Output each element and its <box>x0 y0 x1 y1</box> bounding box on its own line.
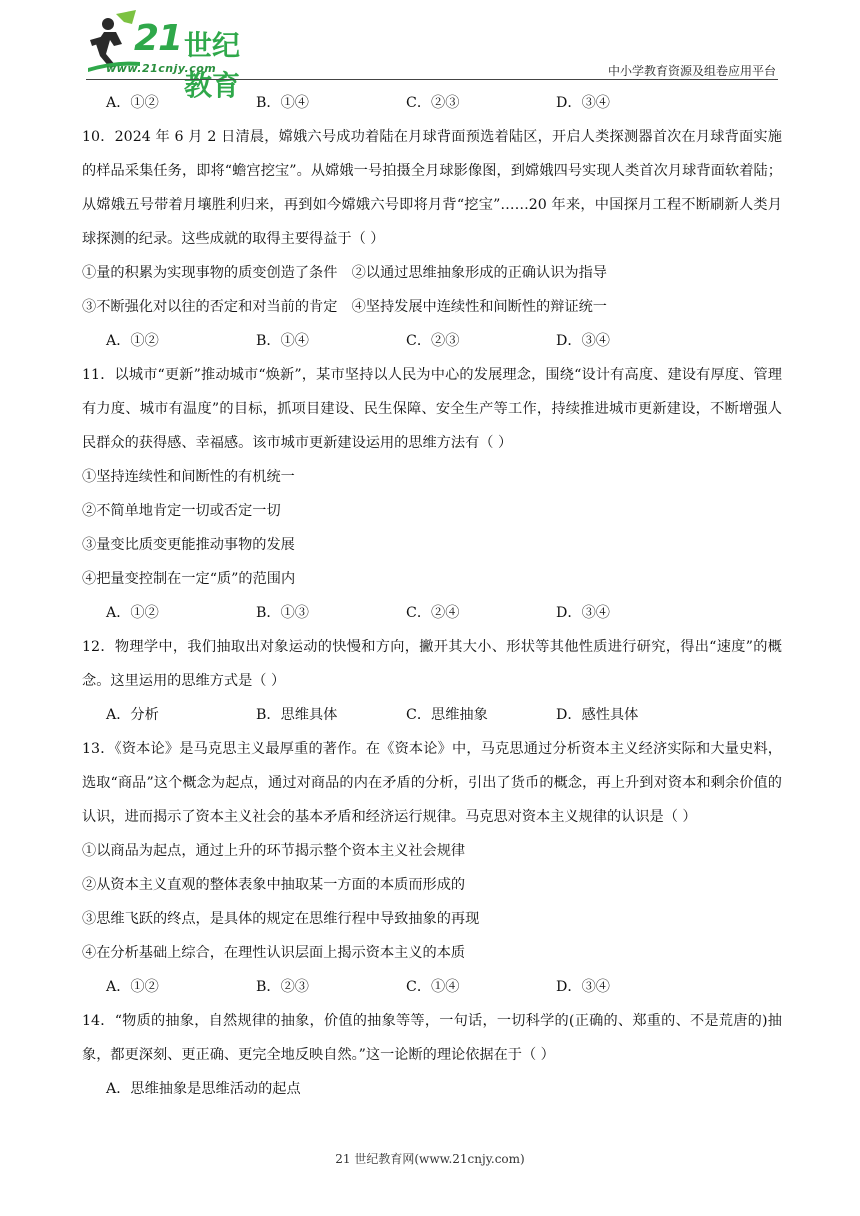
option-d: D．③④ <box>556 333 610 349</box>
option-b: B．②③ <box>256 979 309 995</box>
question-13-statement: ④在分析基础上综合，在理性认识层面上揭示资本主义的本质 <box>82 945 466 961</box>
option-b: B．①④ <box>256 95 309 111</box>
document-body <box>82 86 782 1106</box>
option-d: D．感性具体 <box>556 707 639 723</box>
page-header <box>0 0 860 102</box>
question-11-statement: ②不简单地肯定一切或否定一切 <box>82 503 281 519</box>
option-d: D．③④ <box>556 95 610 111</box>
question-11-statement: ①坚持连续性和间断性的有机统一 <box>82 469 295 485</box>
question-12-options <box>82 698 782 732</box>
question-13-statement: ②从资本主义直观的整体表象中抽取某一方面的本质而形成的 <box>82 877 466 893</box>
question-11-statement: ④把量变控制在一定“质”的范围内 <box>82 571 296 587</box>
question-14-option-a: A．思维抽象是思维活动的起点 <box>106 1081 301 1097</box>
logo-url: www.21cnjy.com <box>106 62 217 75</box>
prev-question-options <box>82 86 782 120</box>
question-11-stem: 11．以城市“更新”推动城市“焕新”，某市坚持以人民为中心的发展理念，围绕“设计有高度、建设有厚度、管理有力度、城市有温度”的目标，抓项目建设、民生保障、安全生产等工作，持续推进城市更新建设，不断增强人民群众的获得感、幸福感。该市城市更新建设运用的思维方法有（ ） <box>82 367 782 451</box>
question-11-statement: ③量变比质变更能推动事物的发展 <box>82 537 295 553</box>
platform-name: 中小学教育资源及组卷应用平台 <box>607 64 776 78</box>
option-a: A．分析 <box>106 707 159 723</box>
question-14-stem: 14．“物质的抽象，自然规律的抽象，价值的抽象等等，一句话，一切科学的(正确的、郑重的、不是荒唐的)抽象，都更深刻、更正确、更完全地反映自然。”这一论断的理论依据在于（ ） <box>82 1013 782 1063</box>
question-10-statement: ③不断强化对以往的否定和对当前的肯定 ④坚持发展中连续性和间断性的辩证统一 <box>82 299 607 315</box>
option-a: A．①② <box>106 979 159 995</box>
question-10-statement: ①量的积累为实现事物的质变创造了条件 ②以通过思维抽象形成的正确认识为指导 <box>82 265 607 281</box>
option-c: C．①④ <box>406 979 460 995</box>
logo-text: 世纪教育 <box>184 29 241 102</box>
question-10-stem: 10．2024 年 6 月 2 日清晨，嫦娥六号成功着陆在月球背面预选着陆区，开启人类探测器首次在月球背面实施的样品采集任务，即将“蟾宫挖宝”。从嫦娥一号拍摄全月球影像图，到嫦娥四号实现人类首次月球背面软着陆；从嫦娥五号带着月壤胜利归来，再到如今嫦娥六号即将月背“挖宝”……20 年来，中国探月工程不断刷新人类月球探测的纪录。这些成就的取得主要得益于（ ） <box>82 129 782 247</box>
question-12-stem: 12．物理学中，我们抽取出对象运动的快慢和方向，撇开其大小、形状等其他性质进行研究，得出“速度”的概念。这里运用的思维方式是（ ） <box>82 639 782 689</box>
option-c: C．②④ <box>406 605 460 621</box>
option-c: C．②③ <box>406 95 460 111</box>
option-d: D．③④ <box>556 605 610 621</box>
question-11-options <box>82 596 782 630</box>
site-logo[interactable] <box>86 8 266 102</box>
header-divider <box>86 79 778 80</box>
option-b: B．思维具体 <box>256 707 338 723</box>
page-footer[interactable]: 21 世纪教育网(www.21cnjy.com) <box>335 1152 525 1166</box>
question-13-statement: ①以商品为起点，通过上升的环节揭示整个资本主义社会规律 <box>82 843 466 859</box>
option-a: A．①② <box>106 605 159 621</box>
option-d: D．③④ <box>556 979 610 995</box>
option-a: A．①② <box>106 95 159 111</box>
question-13-statement: ③思维飞跃的终点，是具体的规定在思维行程中导致抽象的再现 <box>82 911 480 927</box>
question-13-stem: 13．《资本论》是马克思主义最厚重的著作。在《资本论》中，马克思通过分析资本主义经济实际和大量史料，选取“商品”这个概念为起点，通过对商品的内在矛盾的分析，引出了货币的概念，再上升到对资本和剩余价值的认识，进而揭示了资本主义社会的基本矛盾和经济运行规律。马克思对资本主义规律的认识是（ ） <box>82 741 782 825</box>
question-13-options <box>82 970 782 1004</box>
logo-number: 21 <box>134 18 183 59</box>
option-a: A．①② <box>106 333 159 349</box>
option-c: C．②③ <box>406 333 460 349</box>
option-b: B．①④ <box>256 333 309 349</box>
option-c: C．思维抽象 <box>406 707 488 723</box>
option-b: B．①③ <box>256 605 309 621</box>
question-10-options <box>82 324 782 358</box>
